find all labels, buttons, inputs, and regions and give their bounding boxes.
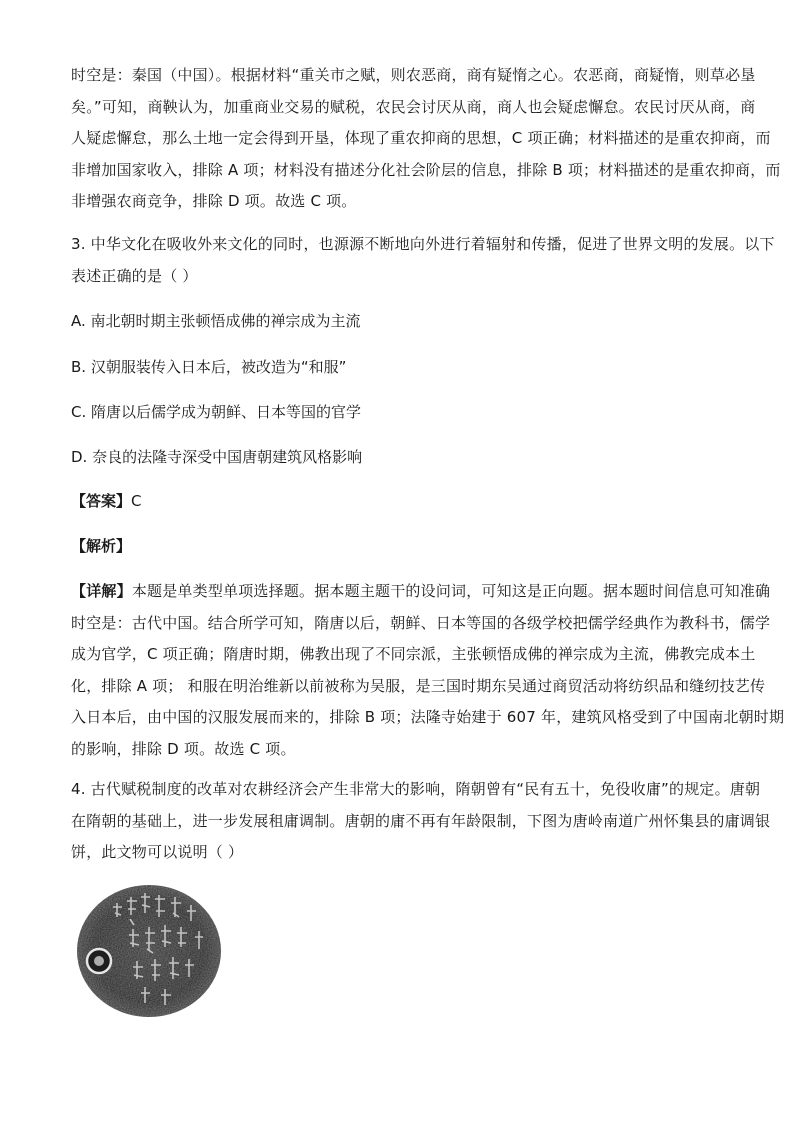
text-line: 矣。”可知，商鞅认为，加重商业交易的赋税，农民会讨厌从商，商人也会疑虑懈怠。农民讨厌从商，商 [71, 97, 756, 116]
text-line: 表述正确的是（ ） [71, 266, 198, 285]
option-a: A. 南北朝时期主张顿悟成佛的禅宗成为主流 [71, 312, 361, 330]
detail-text: 本题是单类型单项选择题。据本题主题干的设问词，可知这是正向题。据本题时间信息可知准确 [131, 582, 771, 600]
text-line: 时空是：秦国（中国）。根据材料“重关市之赋，则农恶商，商有疑惰之心。农恶商，商疑惰，则草必垦 [71, 66, 756, 84]
text-line: 饼，此文物可以说明（ ） [71, 843, 244, 861]
silver-cake-rubbing-image [75, 883, 223, 1018]
text-line: 3. 中华文化在吸收外来文化的同时，也源源不断地向外进行着辐射和传播，促进了世界文明的发展。以下 [71, 235, 775, 253]
text-line [71, 576, 771, 608]
question-3-detail [71, 576, 785, 765]
option-b: B. 汉朝服装传入日本后，被改造为“和服” [71, 358, 347, 376]
text-line: 时空是：古代中国。结合所学可知，隋唐以后，朝鲜、日本等国的各级学校把儒学经典作为教科书，儒学 [71, 613, 771, 632]
text-line: 4. 古代赋税制度的改革对农耕经济会产生非常大的影响，隋朝曾有“民有五十，免役收庸”的规定。唐朝 [71, 780, 761, 798]
text-line: 的影响，排除 D 项。故选 C 项。 [71, 739, 296, 758]
text-line: 入日本后，由中国的汉服发展而来的，排除 B 项；法隆寺始建于 607 年，建筑风格受到了中国南北朝时期 [71, 708, 785, 726]
text-line: 成为官学，C 项正确；隋唐时期，佛教出现了不同宗派，主张顿悟成佛的禅宗成为主流，佛教完成本土 [71, 645, 756, 663]
text-line: 在隋朝的基础上，进一步发展租庸调制。唐朝的庸不再有年龄限制，下图为唐岭南道广州怀集县的庸调银 [71, 811, 771, 830]
option-c: C. 隋唐以后儒学成为朝鲜、日本等国的官学 [71, 403, 362, 421]
question-3-stem [71, 229, 775, 292]
detail-label: 【详解】 [71, 582, 132, 600]
answer-label: 【答案】 [71, 492, 132, 510]
text-line: 人疑虑懈怠，那么土地一定会得到开垦，体现了重农抑商的思想，C 项正确；材料描述的是重农抑商，而 [71, 129, 771, 147]
option-d: D. 奈良的法隆寺深受中国唐朝建筑风格影响 [71, 448, 363, 466]
text-line: 化，排除 A 项； 和服在明治维新以前被称为吴服，是三国时期东吴通过商贸活动将纺织品和缝纫技艺传 [71, 676, 766, 695]
answer-value: C [131, 492, 142, 510]
question-4-stem [71, 774, 771, 869]
text-line: 非增加国家收入，排除 A 项；材料没有描述分化社会阶层的信息，排除 B 项；材料描述的是重农抑商，而 [71, 160, 781, 179]
analysis-label: 【解析】 [71, 537, 132, 555]
intro-explanation [71, 60, 781, 218]
answer-line [71, 490, 142, 512]
text-line: 非增强农商竞争，排除 D 项。故选 C 项。 [71, 192, 357, 210]
